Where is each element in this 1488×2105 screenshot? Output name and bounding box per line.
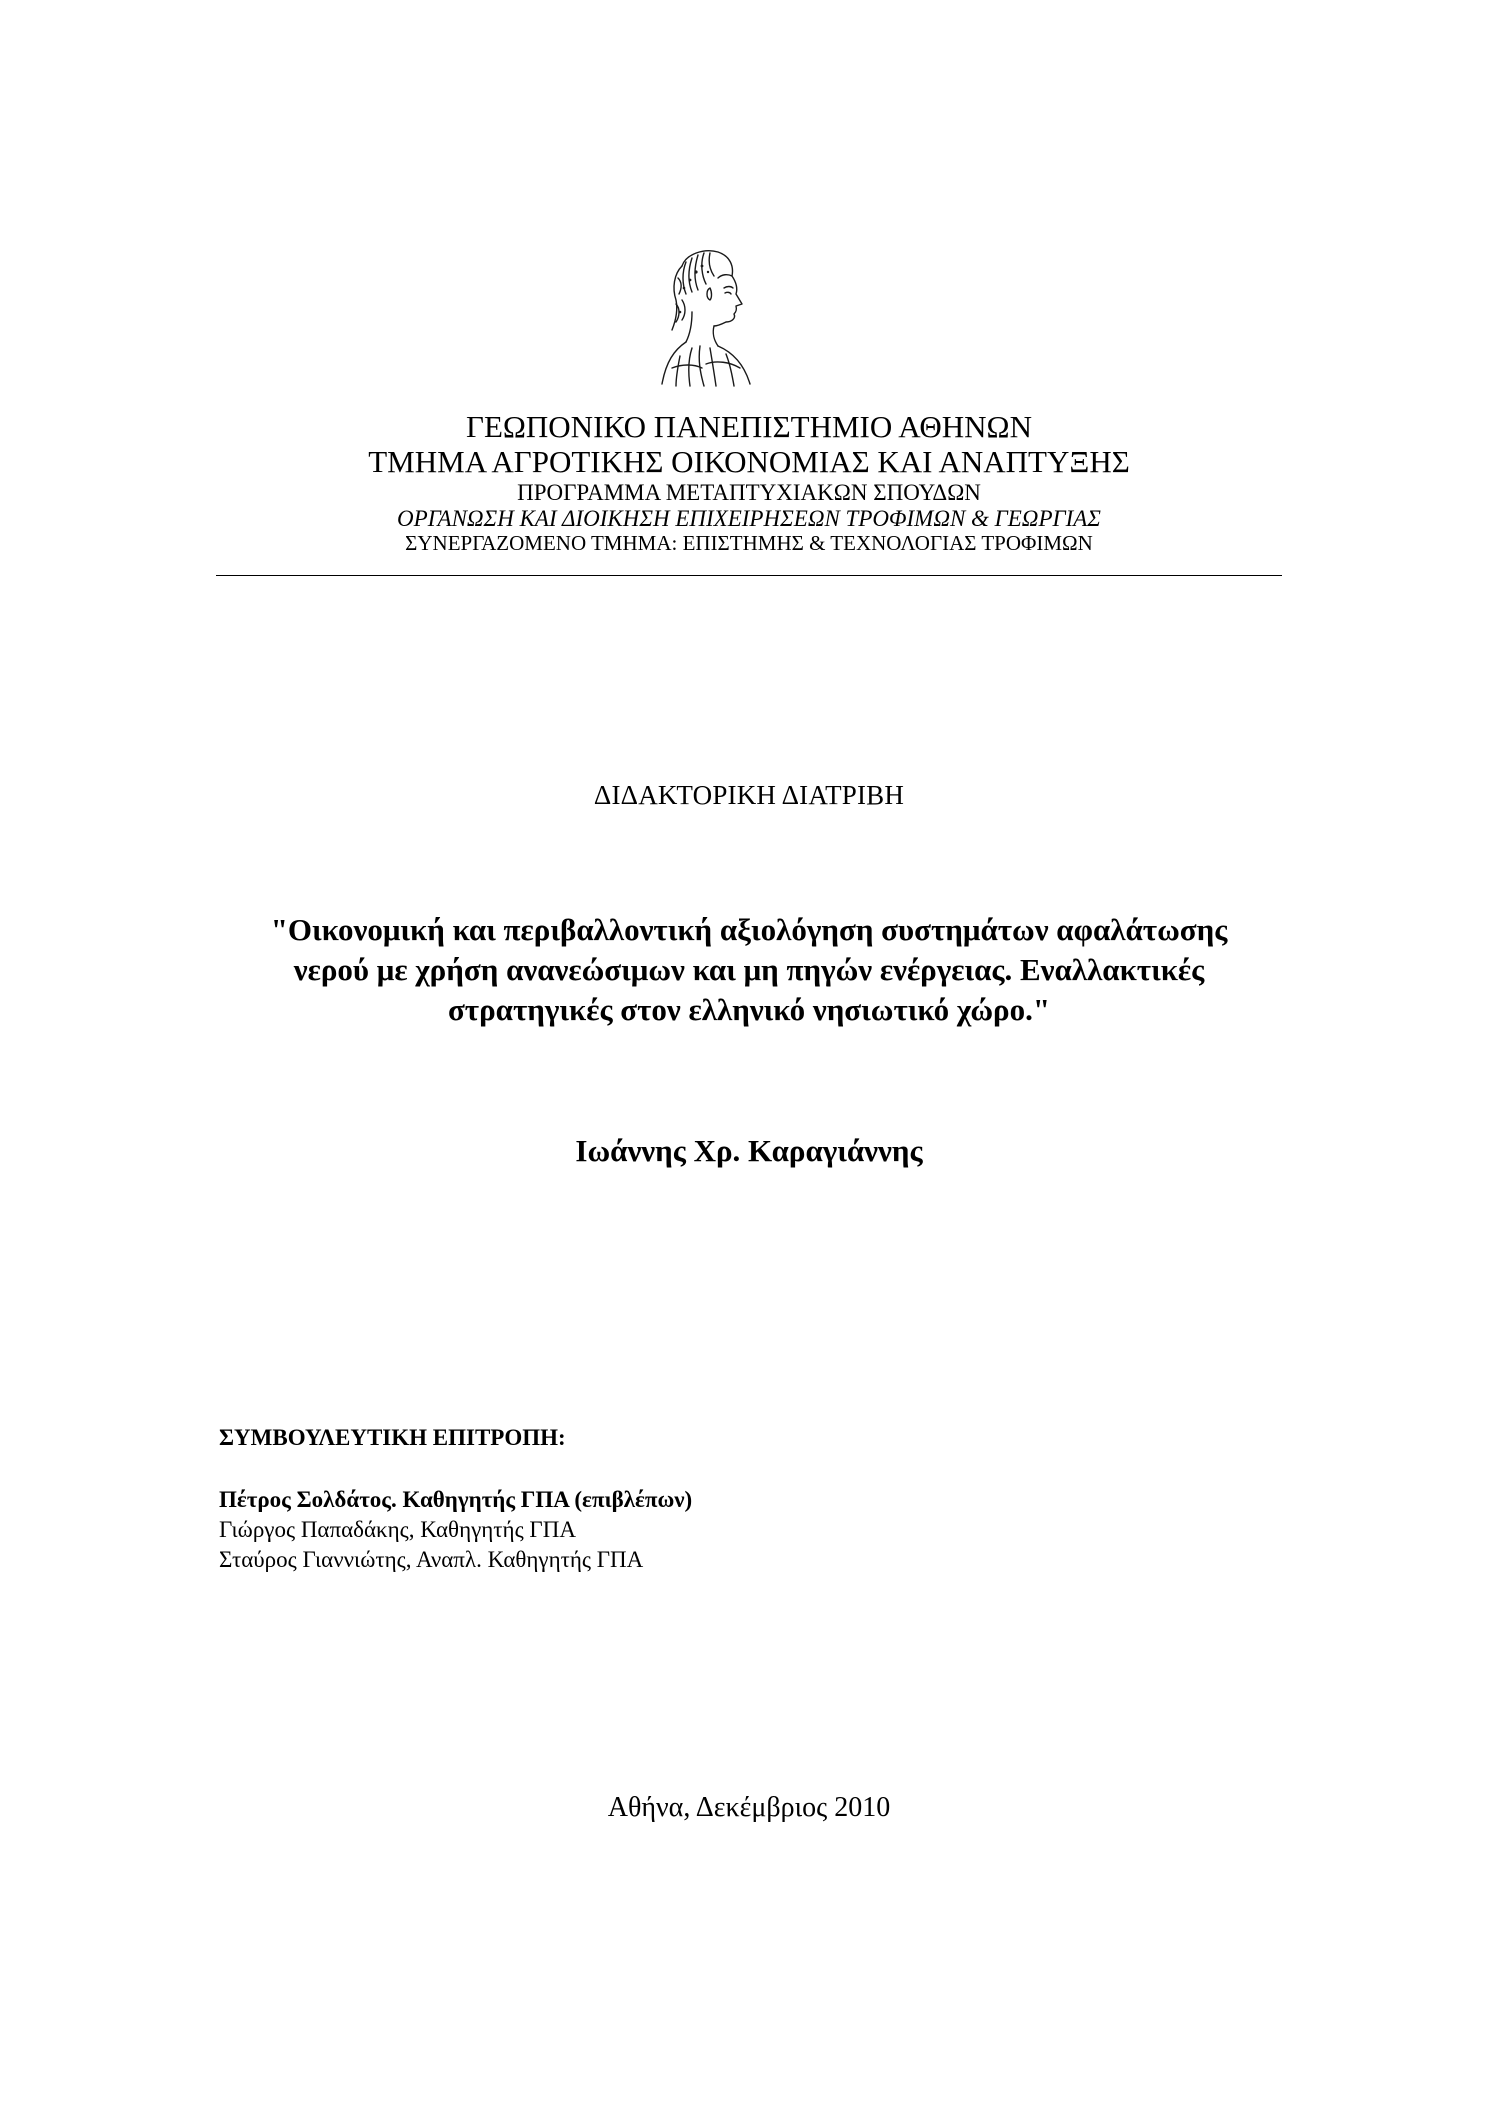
committee-heading: ΣΥΜΒΟΥΛΕΥΤΙΚΗ ΕΠΙΤΡΟΠΗ: bbox=[219, 1425, 566, 1450]
committee-member-supervisor: Πέτρος Σολδάτος. Καθηγητής ΓΠΑ (επιβλέπων) bbox=[219, 1486, 693, 1512]
cooperating-department: ΣΥΝΕΡΓΑΖΟΜΕΝΟ ΤΜΗΜΑ: ΕΠΙΣΤΗΜΗΣ & ΤΕΧΝΟΛΟΓΙΑΣ ΤΡΟΦΙΜΩΝ bbox=[405, 530, 1093, 555]
department-name: ΤΜΗΜΑ ΑΓΡΟΤΙΚΗΣ ΟΙΚΟΝΟΜΙΑΣ ΚΑΙ ΑΝΑΠΤΥΞΗΣ bbox=[368, 443, 1130, 479]
thesis-title-line: "Οικονομική και περιβαλλοντική αξιολόγηση συστημάτων αφαλάτωσης bbox=[270, 912, 1228, 947]
thesis-title-line: νερού με χρήση ανανεώσιμων και μη πηγών ενέργειας. Εναλλακτικές bbox=[293, 951, 1205, 987]
thesis-title bbox=[216, 910, 1282, 1030]
athena-head-logo-icon bbox=[652, 248, 757, 388]
thesis-title-line: στρατηγικές στον ελληνικό νησιωτικό χώρο." bbox=[447, 991, 1051, 1027]
author-name: Ιωάννης Χρ. Καραγιάννης bbox=[575, 1133, 923, 1168]
university-name: ΓΕΩΠΟΝΙΚΟ ΠΑΝΕΠΙΣΤΗΜΙΟ ΑΘΗΝΩΝ bbox=[466, 409, 1032, 444]
place-and-date: Αθήνα, Δεκέμβριος 2010 bbox=[607, 1792, 891, 1823]
header-divider bbox=[216, 575, 1282, 576]
committee-member: Σταύρος Γιαννιώτης, Αναπλ. Καθηγητής ΓΠΑ bbox=[219, 1546, 644, 1572]
program-name: ΠΡΟΓΡΑΜΜΑ ΜΕΤΑΠΤΥΧΙΑΚΩΝ ΣΠΟΥΔΩΝ bbox=[517, 480, 981, 506]
advisory-committee bbox=[219, 1423, 1119, 1575]
committee-member: Γιώργος Παπαδάκης, Καθηγητής ΓΠΑ bbox=[219, 1516, 576, 1542]
document-type: ΔΙΔΑΚΤΟΡΙΚΗ ΔΙΑΤΡΙΒΗ bbox=[593, 780, 905, 810]
specialization-name: ΟΡΓΑΝΩΣΗ ΚΑΙ ΔΙΟΙΚΗΣΗ ΕΠΙΧΕΙΡΗΣΕΩΝ ΤΡΟΦΙΜΩΝ & ΓΕΩΡΓΙΑΣ bbox=[397, 506, 1101, 532]
institution-header bbox=[216, 410, 1282, 555]
